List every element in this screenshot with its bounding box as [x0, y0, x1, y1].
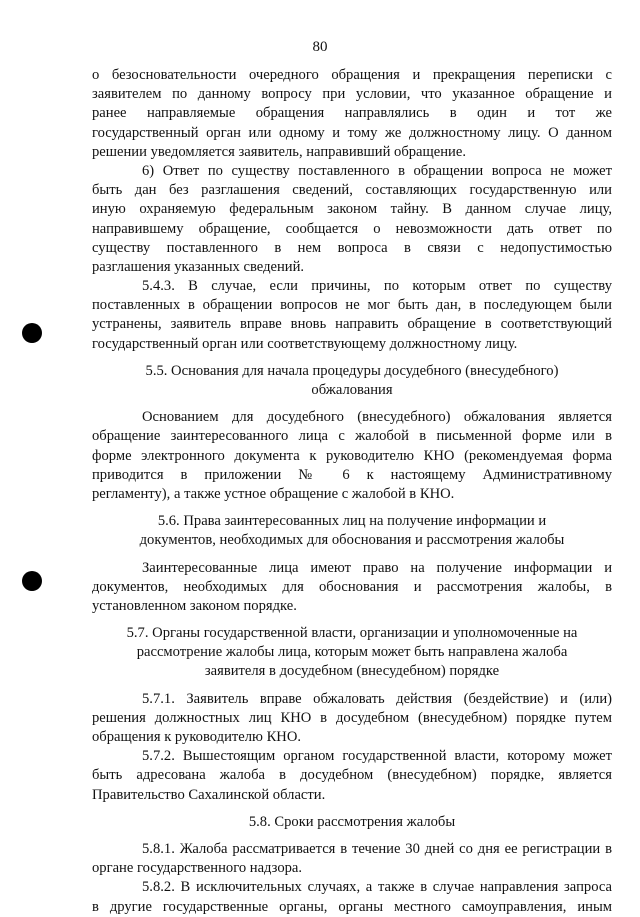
page-number: 80	[312, 39, 328, 55]
text-line: заявителем по данному вопросу при условии, что указанное обращение и	[92, 86, 612, 103]
text-line: устранены, заявитель вправе вновь направить обращение в соответствующий	[92, 316, 612, 333]
heading-line: 5.5. Основания для начала процедуры досудебного (внесудебного)	[145, 362, 559, 379]
text-line: органе государственного надзора.	[92, 860, 303, 877]
text-line: Основанием для досудебного (внесудебного) обжалования является	[142, 409, 612, 426]
paragraph	[92, 690, 612, 748]
text-line: Заинтересованные лица имеют право на получение информации и	[142, 559, 612, 576]
section-heading	[92, 624, 612, 682]
text-line: документов, необходимых для обоснования и рассмотрения жалобы, в	[92, 578, 612, 595]
binder-hole	[22, 571, 42, 591]
text-line: разглашения указанных сведений.	[92, 258, 305, 275]
binder-hole	[22, 323, 42, 343]
text-line: форме электронного документа к руководителю КНО (рекомендуемая форма	[92, 447, 612, 464]
text-line: 5.7.1. Заявитель вправе обжаловать действия (бездействие) и (или)	[142, 690, 612, 707]
text-line: ранее направляемые обращения направлялись в один и тот же	[92, 105, 612, 122]
text-line: иную охраняемую федеральным законом тайну. В данном случае лицу,	[92, 201, 612, 218]
text-line: решения должностных лиц КНО в досудебном (внесудебном) порядке путем	[92, 709, 612, 726]
text-line: быть адресована жалоба в досудебном (внесудебном) порядке, является	[92, 767, 612, 784]
document-body	[92, 66, 612, 917]
paragraph	[92, 747, 612, 805]
text-line: решении уведомляется заявитель, направивший обращение.	[92, 143, 466, 160]
heading-line: 5.7. Органы государственной власти, организации и уполномоченные на	[126, 625, 578, 642]
text-line: поставленных в обращении вопросов не мог быть дан, в последующем были	[92, 297, 612, 314]
text-line: Правительство Сахалинской области.	[92, 786, 326, 803]
paragraph	[92, 408, 612, 504]
text-line: 5.7.2. Вышестоящим органом государственной власти, которому может	[142, 748, 612, 765]
text-line: 5.8.2. В исключительных случаях, а также в случае направления запроса	[142, 879, 612, 896]
text-line: 5.8.1. Жалоба рассматривается в течение 30 дней со дня ее регистрации в	[142, 840, 612, 857]
section-heading	[92, 813, 612, 832]
section-heading	[92, 512, 612, 550]
text-line: установленном законом порядке.	[92, 597, 297, 614]
text-line: быть дан без разглашения сведений, составляющих государственную или	[92, 182, 612, 199]
paragraph	[92, 878, 612, 916]
text-line: регламенту), а также устное обращение с жалобой в КНО.	[92, 485, 455, 502]
heading-line: 5.8. Сроки рассмотрения жалобы	[248, 813, 456, 830]
heading-line: рассмотрение жалобы лица, которым может быть направлена жалоба	[136, 644, 568, 661]
paragraph	[92, 277, 612, 354]
heading-line: документов, необходимых для обоснования и рассмотрения жалобы	[139, 532, 565, 549]
text-line: существу поставленного в нем вопроса в связи с недопустимостью	[92, 239, 612, 256]
text-line: 5.4.3. В случае, если причины, по которым ответ по существу	[142, 278, 612, 295]
text-line: приводится в приложении № 6 к настоящему Административному	[92, 466, 612, 483]
paragraph	[92, 66, 612, 162]
paragraph	[92, 559, 612, 617]
text-line: государственный орган или соответствующему должностному лицу.	[92, 335, 518, 352]
text-line: обращения к руководителю КНО.	[92, 729, 302, 745]
text-line: в другие государственные органы, органы местного самоуправления, иным	[92, 898, 612, 915]
heading-line: 5.6. Права заинтересованных лиц на получение информации и	[157, 513, 547, 530]
heading-line: обжалования	[311, 382, 393, 398]
text-line: о безосновательности очередного обращения и прекращения переписки с	[92, 67, 612, 83]
text-line: 6) Ответ по существу поставленного в обращении вопроса не может	[142, 162, 612, 179]
text-line: государственный орган или одному и тому же должностному лицу. О данном	[92, 124, 612, 141]
text-line: направившему обращение, сообщается о невозможности дать ответ по	[92, 220, 612, 237]
paragraph	[92, 840, 612, 878]
heading-line: заявителя в досудебном (внесудебном) порядке	[204, 663, 500, 680]
text-line: обращение заинтересованного лица с жалобой в письменной форме или в	[92, 428, 612, 445]
paragraph	[92, 162, 612, 277]
section-heading	[92, 362, 612, 400]
